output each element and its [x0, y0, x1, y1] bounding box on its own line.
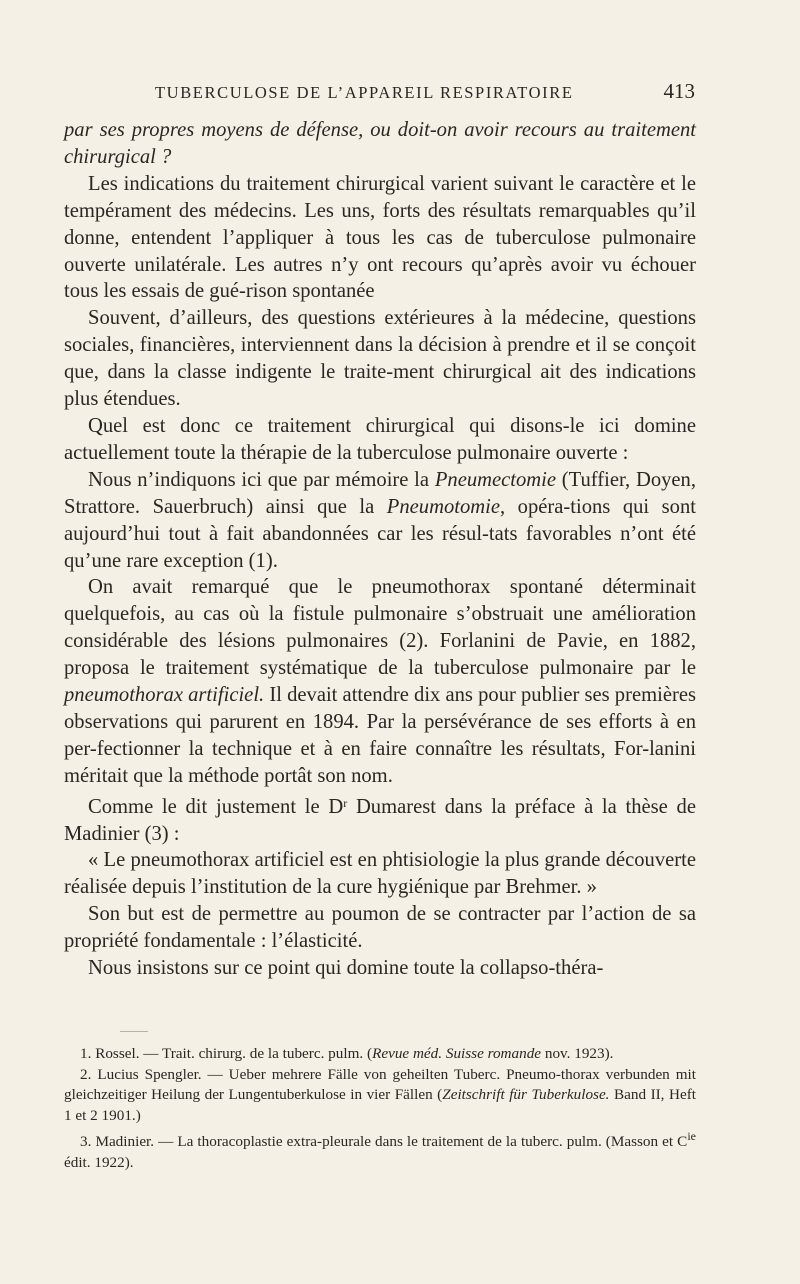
text-run: Nous insistons sur ce point qui domine toute la collapso-théra- [88, 957, 604, 980]
text-run: 3. Madinier. — La thoracoplastie extra-pleurale dans le traitement de la tuberc. pulm. (Masson et C [80, 1133, 688, 1151]
paragraph [64, 901, 696, 955]
italic-term: Pneumotomie [386, 495, 501, 518]
text-run: Il devait attendre dix ans pour publier ses premières observations qui parurent en 1894. Par la persévérance de ses efforts à en per-fectionner la technique et à en faire connaître les résultats, For-lanini méritait que la méthode portât son nom. [64, 684, 697, 787]
italic-source: Zeitschrift für Tuberkulose. [442, 1086, 610, 1104]
italic-term: pneumothorax artificiel. [64, 684, 265, 707]
text-run: Dumarest dans la préface à la thèse de Madinier (3) : [64, 795, 696, 845]
paragraph [64, 790, 696, 848]
text-run: Nous n’indiquons ici que par mémoire la [88, 468, 435, 491]
text-run: nov. 1923). [541, 1045, 614, 1062]
text-run: 1. Rossel. — Trait. chirurg. de la tuberc. pulm. ( [80, 1045, 373, 1062]
text-run: 2. Lucius Spengler. — Ueber mehrere Fälle von geheilten Tuberc. Pneumo-thorax verbunden mit gleichzeitiger Heilung der Lungentuberkulose in vier Fällen ( [64, 1065, 696, 1104]
text-run: , opéra-tions qui sont aujourd’hui tout à fait abandonnées car les résul-tats favorables n’ont été qu’une rare exception (1). [64, 495, 696, 572]
footnote-separator [120, 1031, 148, 1032]
paragraph [64, 171, 696, 306]
paragraph [64, 467, 696, 575]
footnote [64, 1065, 696, 1127]
running-title: TUBERCULOSE DE L’APPAREIL RESPIRATOIRE [155, 83, 574, 102]
quotation-paragraph [64, 847, 696, 901]
text-run: Comme le dit justement le D [88, 795, 344, 818]
paragraph [64, 413, 696, 467]
footnotes [64, 1044, 696, 1174]
text-run: Band II, Heft 1 et 2 1901.) [64, 1086, 696, 1124]
paragraph [64, 955, 696, 982]
body-text [64, 117, 696, 982]
italic-source: Revue méd. Suisse romande [372, 1045, 542, 1062]
text-run: Son but est de permettre au poumon de se contracter par l’action de sa propriété fondamentale : l’élasticité. [64, 903, 696, 953]
footnote [64, 1044, 696, 1065]
page-number: 413 [663, 79, 695, 103]
text-run: (Tuffier, Doyen, Strattore. Sauerbruch) ainsi que la [64, 468, 696, 518]
text-run: édit. 1922). [64, 1153, 134, 1171]
question-continuation: par ses propres moyens de défense, ou doit-on avoir recours au traitement chirurgical ? [64, 119, 696, 168]
text-run: « Le pneumothorax artificiel est en phtisiologie la plus grande découverte réalisée depuis l’institution de la cure hygiénique par Brehmer. » [64, 849, 696, 899]
footnote [64, 1126, 696, 1173]
running-header [155, 79, 695, 109]
text-run: Les indications du traitement chirurgical varient suivant le caractère et le tempérament des médecins. Les uns, forts des résultats remarquables qu’il donne, entendent l’appliquer à tous les cas de tuberculose pulmonaire ouverte unilatérale. Les autres n’y ont recours qu’après avoir vu échouer tous les essais de gué-rison spontanée [64, 172, 696, 303]
italic-term: Pneumectomie [434, 468, 557, 491]
superscript: ie [687, 1129, 696, 1144]
paragraph [64, 117, 696, 171]
text-run: Souvent, d’ailleurs, des questions extérieures à la médecine, questions sociales, financières, interviennent dans la décision à prendre et il se conçoit que, dans la classe indigente le traite-ment chirurgical ait des indications plus étendues. [64, 307, 696, 411]
paragraph [64, 574, 696, 789]
text-run: On avait remarqué que le pneumothorax spontané déterminait quelquefois, au cas où la fistule pulmonaire s’obstruait une amélioration considérable des lésions pulmonaires (2). Forlanini de Pavie, en 1882, proposa le traitement systématique de la tuberculose pulmonaire par le [64, 576, 696, 680]
superscript: r [343, 795, 348, 810]
paragraph [64, 305, 696, 413]
text-run: Quel est donc ce traitement chirurgical qui disons-le ici domine actuellement toute la thérapie de la tuberculose pulmonaire ouverte : [64, 414, 696, 464]
